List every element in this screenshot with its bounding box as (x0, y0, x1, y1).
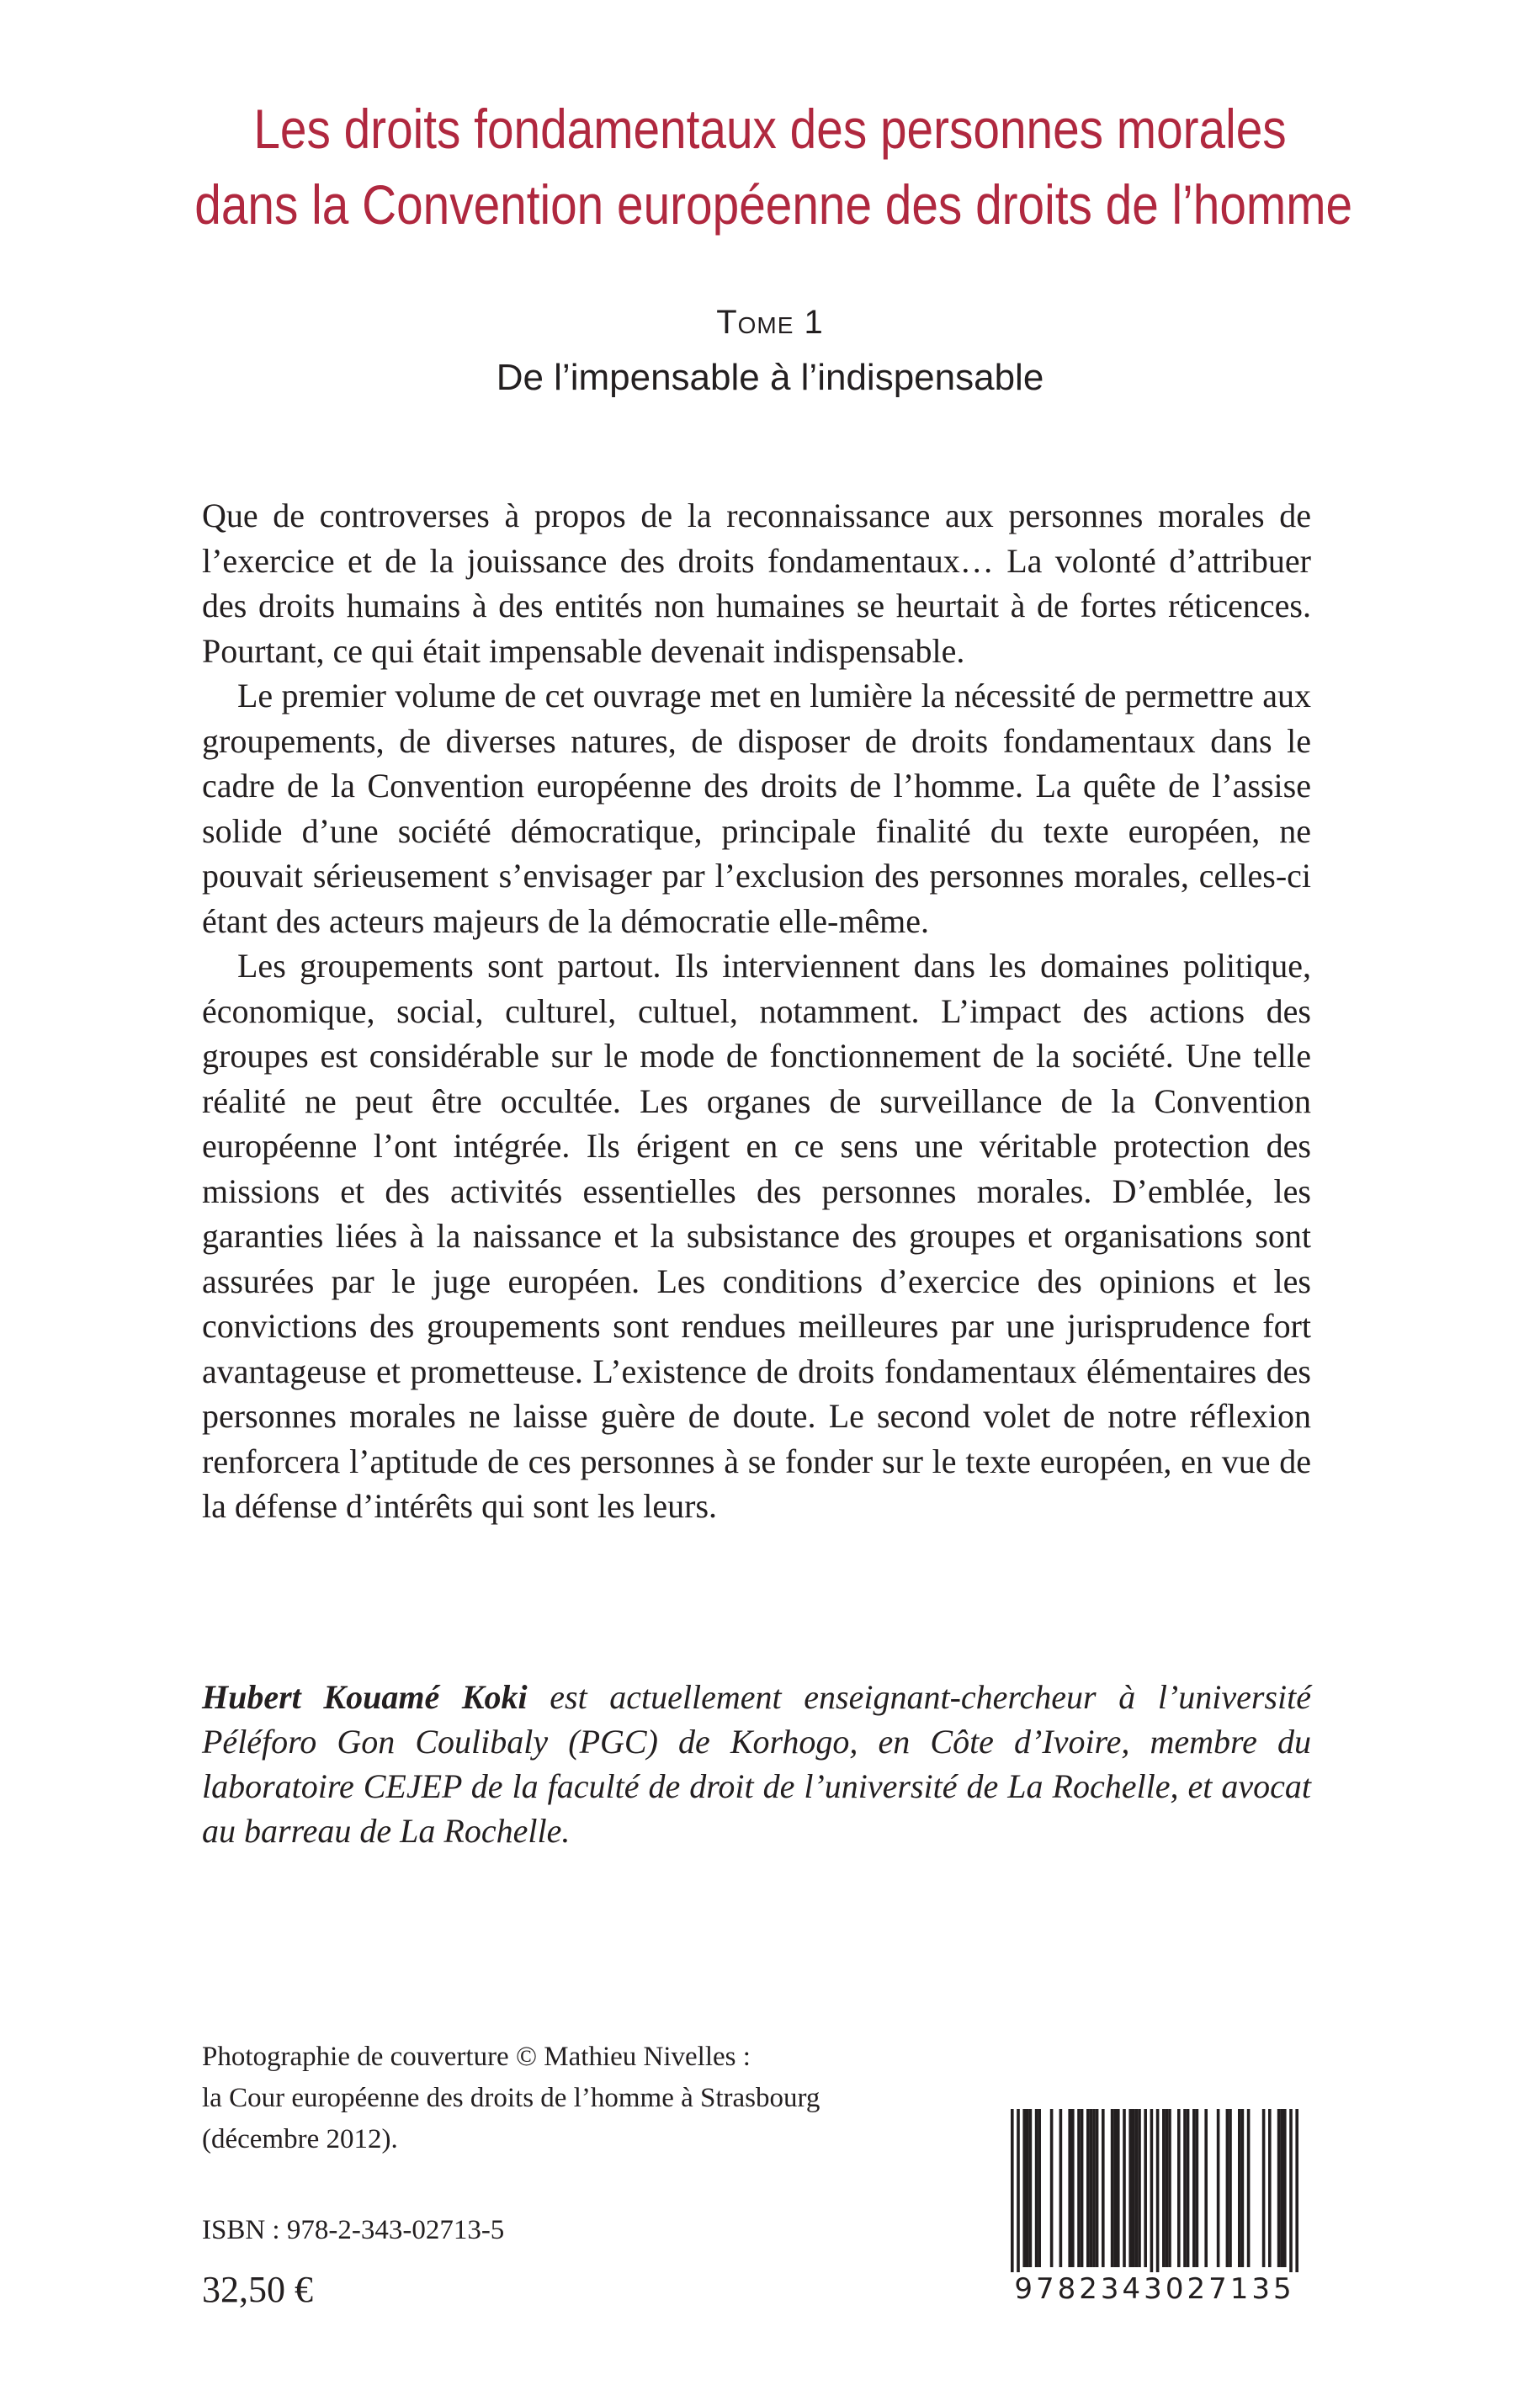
isbn: ISBN : 978-2-343-02713-5 (202, 2215, 505, 2245)
barcode-bar (1132, 2109, 1135, 2267)
author-bio (202, 1675, 1311, 1853)
barcode-bar (1238, 2109, 1241, 2267)
photo-credit (202, 2037, 959, 2160)
barcode-bar (1029, 2109, 1033, 2267)
barcode-bar (1123, 2109, 1126, 2267)
book-title-line-2: dans la Convention européenne des droits de l’homme (194, 173, 1353, 236)
barcode-bars (995, 2109, 1314, 2277)
price: 32,50 € (202, 2269, 313, 2310)
barcode-bar (1262, 2109, 1266, 2267)
barcode-bar (1113, 2109, 1117, 2267)
barcode-bar (1022, 2109, 1026, 2267)
barcode-bar (1229, 2109, 1232, 2267)
barcode-bar (1277, 2109, 1281, 2267)
barcode-bar (1090, 2109, 1093, 2267)
barcode-bar (1217, 2109, 1220, 2267)
volume-subtitle: De l’impensable à l’indispensable (496, 357, 1044, 398)
barcode-bar (1177, 2109, 1181, 2267)
barcode-bar (1059, 2109, 1063, 2267)
barcode-bar (1026, 2109, 1029, 2267)
barcode-bar (1011, 2109, 1014, 2277)
barcode-bar (1135, 2109, 1139, 2267)
barcode-bar (1183, 2109, 1187, 2267)
barcode-bar (1096, 2109, 1099, 2267)
author-name: Hubert Kouamé Koki (202, 1678, 528, 1716)
barcode-bar (1241, 2109, 1245, 2267)
photo-credit-line-2: la Cour européenne des droits de l’homme à Strasbourg (202, 2083, 820, 2113)
barcode-bar (1128, 2109, 1132, 2267)
barcode-bar (1138, 2109, 1141, 2267)
barcode-bar (1038, 2109, 1041, 2267)
barcode-digits: 9782343027135 (995, 2272, 1314, 2306)
barcode-bar (1035, 2109, 1038, 2267)
barcode-bar (1086, 2109, 1090, 2267)
barcode-bar (1295, 2109, 1298, 2277)
barcode-bar (1068, 2109, 1071, 2267)
barcode-bar (1226, 2109, 1229, 2267)
barcode-bar (1196, 2109, 1199, 2267)
barcode-bar (1017, 2109, 1020, 2277)
barcode-bar (1071, 2109, 1075, 2267)
barcode-bar (1162, 2109, 1166, 2267)
barcode-bar (1092, 2109, 1096, 2267)
barcode-bar (1166, 2109, 1169, 2267)
blurb-paragraph-1: Que de controverses à propos de la reconnaissance aux personnes morales de l’exercice et de la jouissance des droits fondamentaux… La volonté d’attribuer des droits humains à des entités non humaines se heurtait à de fortes réticences. Pourtant, ce qui était impensable devenait indispensable. (202, 497, 1311, 670)
photo-credit-line-3: (décembre 2012). (202, 2124, 398, 2154)
blurb (202, 493, 1311, 1529)
barcode-bar (1247, 2109, 1251, 2267)
barcode-bar (1204, 2109, 1208, 2267)
barcode-bar (1187, 2109, 1190, 2267)
barcode-bar (1144, 2109, 1147, 2267)
barcode-bar (1268, 2109, 1272, 2267)
barcode-bar (1102, 2109, 1105, 2267)
barcode-bar (1283, 2109, 1287, 2267)
volume-label: Tome 1 (716, 304, 824, 341)
barcode-bar (1280, 2109, 1283, 2267)
barcode-bar (1081, 2109, 1084, 2267)
barcode-bar (1192, 2109, 1196, 2267)
barcode-bar (1111, 2109, 1114, 2267)
barcode-bar (1050, 2109, 1054, 2267)
author-bio-text: est actuellement enseignant-chercheur à l’université Péléforo Gon Coulibaly (PGC) de Korhogo, en Côte d’Ivoire, membre du laboratoire CEJEP de la faculté de droit de l’université de La Rochelle, et avocat au barreau de La Rochelle. (202, 1678, 1311, 1850)
blurb-paragraph-3: Les groupements sont partout. Ils interviennent dans les domaines politique, économique, social, culturel, cultuel, notamment. L’impact des actions des groupes est considérable sur le mode de fonctionnement de la société. Une telle réalité ne peut être occultée. Les organes de surveillance de la Convention européenne l’ont intégrée. Ils érigent en ce sens une véritable protection des missions et des activités essentielles des personnes morales. D’emblée, les garanties liées à la naissance et la subsistance des groupes et organisations sont assurées par le juge européen. Les conditions d’exercice des opinions et les convictions des groupements sont rendues meilleures par une jurisprudence fort avantageuse et prometteuse. L’existence de droits fondamentaux élémentaires des personnes morales ne laisse guère de doute. Le second volet de notre réflexion renforcera l’aptitude de ces personnes à se fonder sur le texte européen, en vue de la défense d’intérêts qui sont les leurs. (202, 947, 1311, 1525)
barcode-bar (1168, 2109, 1171, 2267)
barcode (995, 2109, 1314, 2309)
book-title (194, 91, 1353, 242)
barcode-bar (1156, 2109, 1160, 2277)
barcode-bar (1289, 2109, 1293, 2277)
book-title-line-1: Les droits fondamentaux des personnes morales (253, 98, 1287, 160)
photo-credit-line-1: Photographie de couverture © Mathieu Nivelles : (202, 2042, 751, 2072)
blurb-paragraph-2: Le premier volume de cet ouvrage met en lumière la nécessité de permettre aux groupements, de diverses natures, de disposer de droits fondamentaux dans le cadre de la Convention européenne des droits de l’homme. La quête de l’assise solide d’une société démocratique, principale finalité du texte européen, ne pouvait sérieusement s’envisager par l’exclusion des personnes morales, celles-ci étant des acteurs majeurs de la démocratie elle-même. (202, 677, 1311, 940)
volume-heading (101, 295, 1439, 406)
barcode-bar (1150, 2109, 1154, 2277)
barcode-bar (1077, 2109, 1081, 2267)
barcode-bar (1117, 2109, 1120, 2267)
